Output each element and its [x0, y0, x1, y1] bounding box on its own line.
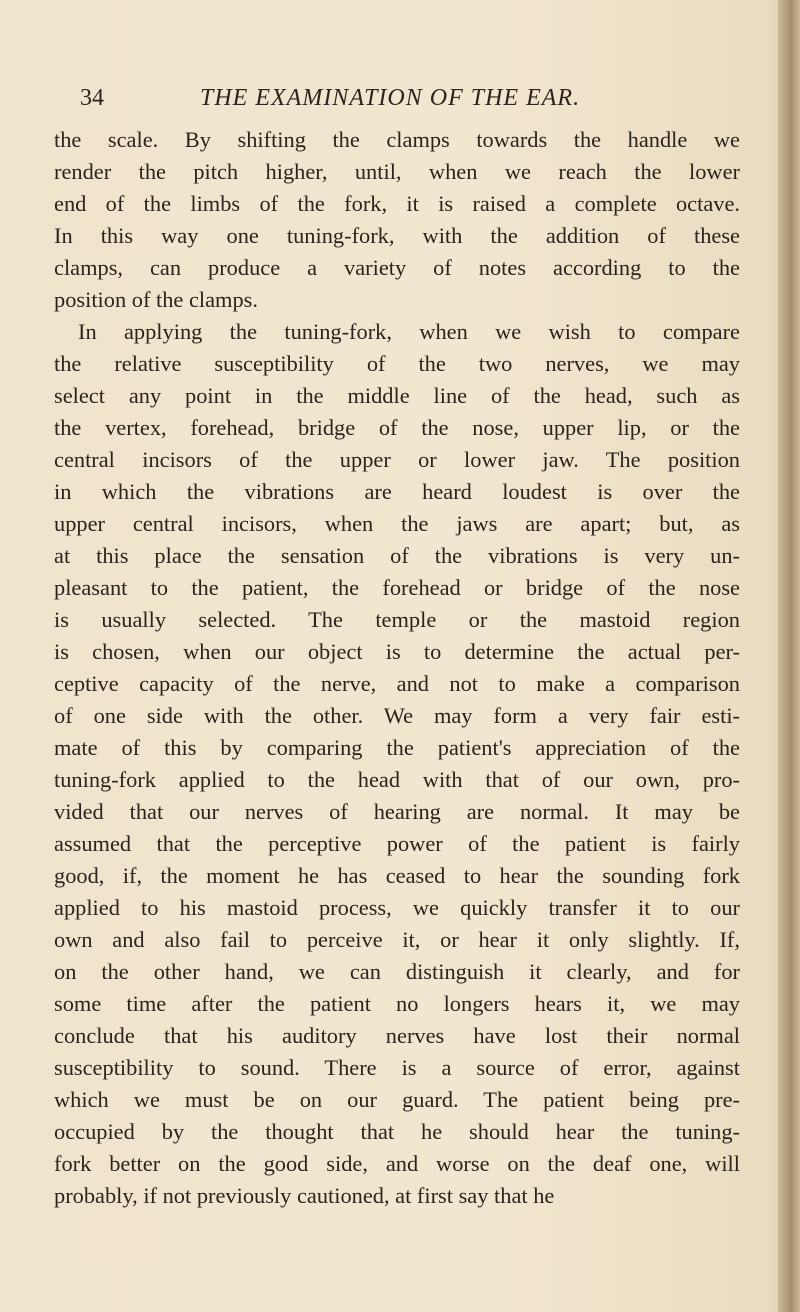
- text-line: some time after the patient no longers hears it, we may: [54, 991, 740, 1016]
- text-line: at this place the sensation of the vibrations is very un-: [54, 543, 740, 568]
- text-line: vided that our nerves of hearing are normal. It may be: [54, 799, 740, 824]
- text-line: position of the clamps.: [54, 287, 258, 312]
- text-line: own and also fail to perceive it, or hear it only slightly. If,: [54, 927, 740, 952]
- text-line: susceptibility to sound. There is a source of error, against: [54, 1055, 740, 1080]
- text-line: fork better on the good side, and worse on the deaf one, will: [54, 1151, 740, 1176]
- page-header: [80, 78, 740, 118]
- text-line: in which the vibrations are heard loudest is over the: [54, 479, 740, 504]
- text-line: is usually selected. The temple or the mastoid region: [54, 607, 740, 632]
- text-line: tuning-fork applied to the head with that of our own, pro-: [54, 767, 740, 792]
- text-line: render the pitch higher, until, when we reach the lower: [54, 159, 740, 184]
- text-line: mate of this by comparing the patient's appreciation of the: [54, 735, 740, 760]
- text-line: upper central incisors, when the jaws are apart; but, as: [54, 511, 740, 536]
- running-head: THE EXAMINATION OF THE EAR.: [200, 85, 581, 111]
- text-line: pleasant to the patient, the forehead or bridge of the nose: [54, 575, 740, 600]
- text-line: good, if, the moment he has ceased to hear the sounding fork: [54, 863, 740, 888]
- text-line: the relative susceptibility of the two nerves, we may: [54, 351, 740, 376]
- text-line: of one side with the other. We may form a very fair esti-: [54, 703, 740, 728]
- text-line: probably, if not previously cautioned, at first say that he: [54, 1183, 555, 1208]
- text-line: conclude that his auditory nerves have lost their normal: [54, 1023, 740, 1048]
- text-line: assumed that the perceptive power of the patient is fairly: [54, 831, 740, 856]
- text-line: ceptive capacity of the nerve, and not to make a comparison: [54, 671, 740, 696]
- text-line: applied to his mastoid process, we quickly transfer it to our: [54, 895, 740, 920]
- text-line: the scale. By shifting the clamps towards the handle we: [54, 127, 740, 152]
- text-line: select any point in the middle line of the head, such as: [54, 383, 740, 408]
- text-line: occupied by the thought that he should hear the tuning-: [54, 1119, 740, 1144]
- text-line: end of the limbs of the fork, it is raised a complete octave.: [54, 191, 740, 216]
- text-line: In this way one tuning-fork, with the addition of these: [54, 223, 740, 248]
- text-line: clamps, can produce a variety of notes according to the: [54, 255, 740, 280]
- text-line: central incisors of the upper or lower jaw. The position: [54, 447, 740, 472]
- text-line: on the other hand, we can distinguish it clearly, and for: [54, 959, 740, 984]
- body-text: [54, 124, 740, 1212]
- text-line: the vertex, forehead, bridge of the nose, upper lip, or the: [54, 415, 740, 440]
- text-line: is chosen, when our object is to determine the actual per-: [54, 639, 740, 664]
- text-line: In applying the tuning-fork, when we wish to compare: [78, 319, 740, 344]
- page-number: 34: [80, 85, 104, 111]
- text-line: which we must be on our guard. The patient being pre-: [54, 1087, 740, 1112]
- page-edge-shadow: [778, 0, 800, 1312]
